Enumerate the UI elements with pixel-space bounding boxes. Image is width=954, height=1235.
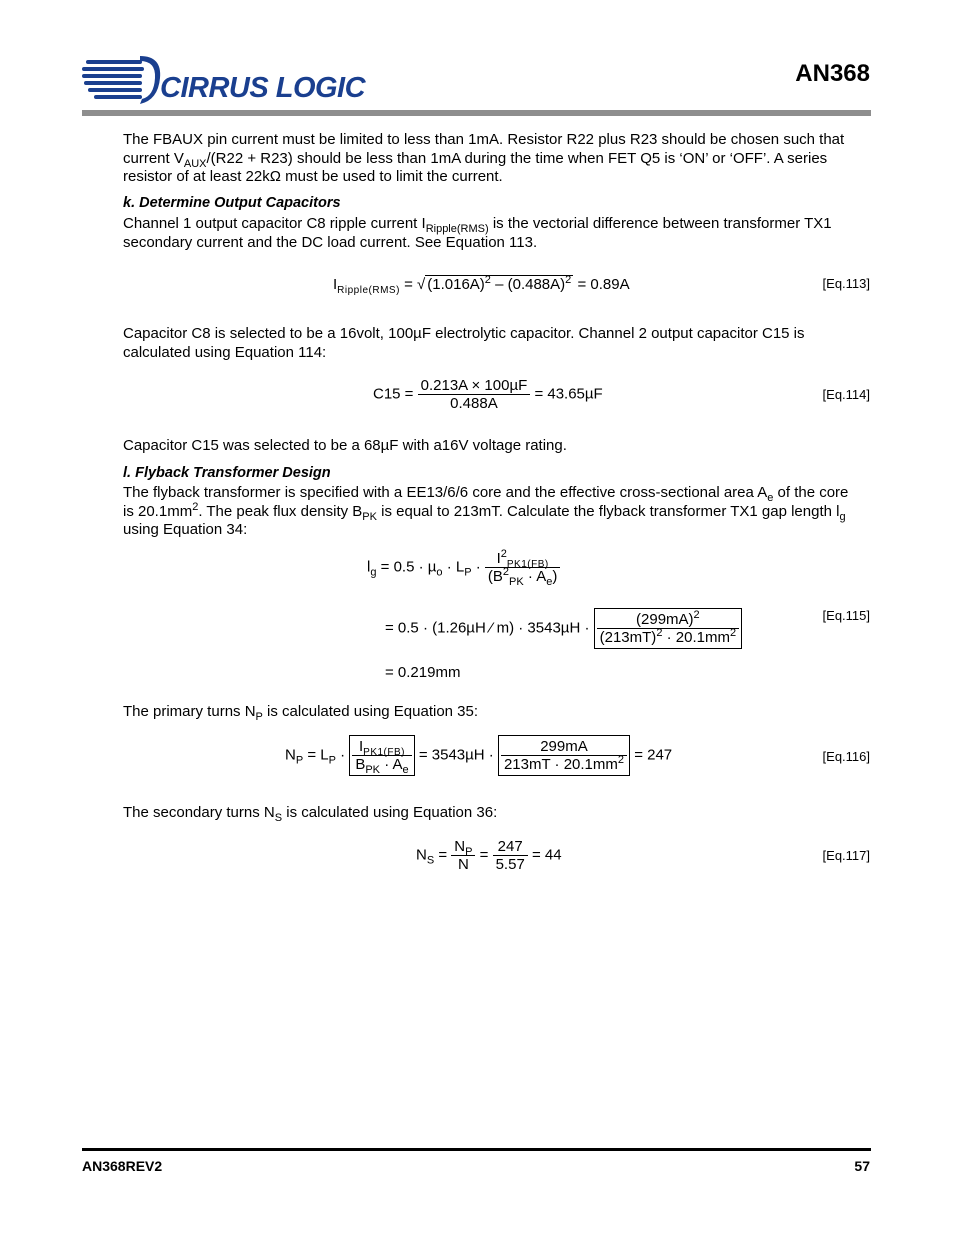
- page-number: 57: [854, 1158, 870, 1174]
- text-line: secondary current and the DC load current. See Equation 113.: [123, 233, 538, 251]
- text-line: Capacitor C8 is selected to be a 16volt, 100µF electrolytic capacitor. Channel 2 output capacitor C15 is: [123, 325, 805, 342]
- paragraph-primary-turns: The primary turns $N_P$ is calculated using Equation 35:: [123, 703, 479, 723]
- paragraph-flyback: [123, 484, 873, 540]
- paragraph-secondary-turns: The secondary turns $N_S$ is calculated using Equation 36:: [123, 804, 498, 824]
- equation-115-row-1: $l_g = 0.5 \cdot \mu_o \cdot L_P$ · $\frac{I^2_{PK1(FB)}}{(B^2_{PK} \cdot A_e)}$: [367, 550, 560, 585]
- fraction: $\frac{I_{PK1(FB)}}{B_{PK} \cdot A_e}$: [352, 738, 411, 773]
- company-logo: [82, 52, 366, 108]
- text-line: calculated using Equation 114:: [123, 343, 327, 361]
- footer-divider: [82, 1148, 871, 1151]
- text-line: is $20.1mm^2$. The peak flux density $B_{PK}$ is equal to 213mT. Calculate the flyback transformer TX1 gap length $l_g$: [123, 500, 846, 523]
- document-id: AN368: [795, 60, 870, 87]
- equation-114: C15 = $\frac{\text{0.213A × 100µF}}{0.488A}$ = 43.65µF: [373, 377, 603, 412]
- bracket-group: [349, 735, 414, 776]
- equation-115-row-3: = 0.219mm: [385, 664, 461, 681]
- footer-doc-revision: AN368REV2: [82, 1158, 163, 1174]
- paragraph-c8-selection: [123, 325, 873, 362]
- paragraph-output-capacitors: [123, 215, 873, 252]
- fraction: $\frac{247}{5.57}$: [493, 838, 528, 873]
- equation-label: [Eq.113]: [822, 276, 870, 291]
- fraction: $\frac{299mA}{213mT \cdot 20.1mm^2}$: [501, 738, 627, 773]
- fraction: $\frac{\text{0.213A × 100µF}}{0.488A}$: [418, 377, 531, 412]
- text-line: The flyback transformer is specified with a EE13/6/6 core and the effective cross-sectional area $A_e$ of the core: [123, 484, 849, 504]
- cirrus-swoosh-icon: [82, 52, 162, 108]
- bracket-group: [498, 735, 630, 776]
- text-line: current $V_{AUX}/(R22 + R23)$ should be less than 1mA during the time when FET Q5 is ‘ON’ or ‘OFF’. A series: [123, 149, 828, 170]
- header-divider: [82, 110, 871, 116]
- logo-text: CIRRUS LOGIC: [160, 72, 366, 104]
- text-line: The FBAUX pin current must be limited to less than 1mA. Resistor R22 plus R23 should be chosen such that: [123, 131, 845, 148]
- paragraph-c15-selection: Capacitor C15 was selected to be a 68µF with a16V voltage rating.: [123, 437, 567, 454]
- text-line: resistor of at least 22kΩ must be used to limit the current.: [123, 168, 503, 185]
- text-line: using Equation 34:: [123, 521, 248, 538]
- fraction: $\frac{I^2_{PK1(FB)}}{(B^2_{PK} \cdot A_e)}$: [485, 550, 560, 585]
- bracket-group: [594, 608, 742, 649]
- equation-116: $N_P = L_P$ · $\frac{I_{PK1(FB)}}{B_{PK} \cdot A_e}$ = 3543µH · $\frac{299mA}{213mT \cdot 20.1mm^2}$ = 247: [285, 735, 672, 776]
- section-heading-l: l. Flyback Transformer Design: [123, 465, 331, 481]
- equation-117: $N_S$ = $\frac{N_P}{N}$ = $\frac{247}{5.57}$ = 44: [416, 838, 562, 873]
- equation-115-row-2: = 0.5 · (1.26µH ⁄ m) · 3543µH · $\frac{(299mA)^2}{(213mT)^2 \cdot 20.1mm^2}$: [385, 608, 742, 649]
- sqrt-sign: √: [417, 276, 426, 293]
- fraction: $\frac{(299mA)^2}{(213mT)^2 \cdot 20.1mm^2}$: [597, 611, 739, 646]
- equation-label: [Eq.114]: [822, 387, 870, 402]
- text-line: Channel 1 output capacitor C8 ripple current $I_{Ripple(RMS)}$ is the vectorial difference between transformer TX1: [123, 215, 832, 235]
- equation-label: [Eq.117]: [822, 848, 870, 863]
- sqrt-radicand: $(1.016A)^2 - (0.488A)^2$: [427, 274, 572, 293]
- section-heading-k: k. Determine Output Capacitors: [123, 195, 341, 211]
- equation-label: [Eq.116]: [822, 749, 870, 764]
- equation-label: [Eq.115]: [822, 608, 870, 623]
- fraction: $\frac{N_P}{N}$: [451, 838, 475, 873]
- paragraph-fbaux: [123, 131, 873, 187]
- equation-113: $I_{Ripple(RMS)}$ = √ $(1.016A)^2 - (0.488A)^2 = 0.89A$: [333, 274, 630, 296]
